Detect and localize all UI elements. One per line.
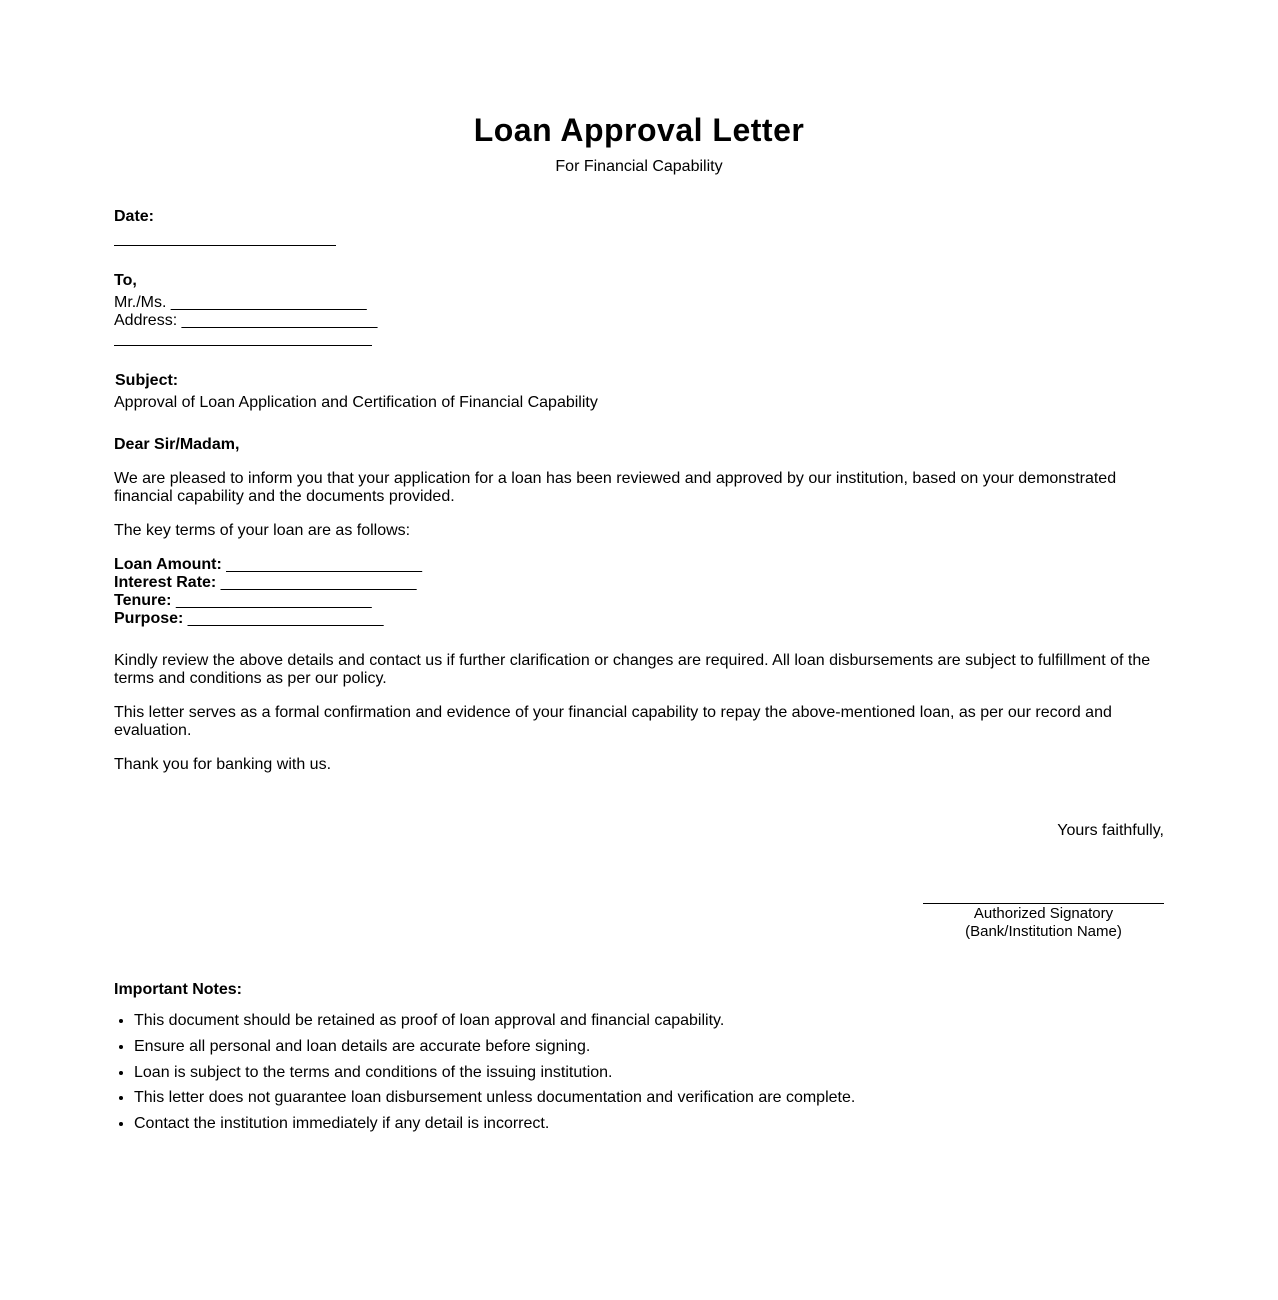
subject-text: Approval of Loan Application and Certification of Financial Capability — [114, 394, 598, 411]
signatory-title: Authorized Signatory — [973, 905, 1114, 922]
date-blank-line — [114, 245, 336, 246]
address-continuation-line — [114, 345, 372, 346]
valediction: Yours faithfully, — [1057, 822, 1164, 839]
term-tenure — [114, 592, 372, 610]
recipient-label: To, — [114, 272, 137, 289]
term-loan-amount — [114, 556, 422, 574]
subject-label: Subject: — [115, 372, 179, 389]
page-subtitle: For Financial Capability — [555, 158, 723, 175]
confirmation-paragraph: This letter serves as a formal confirmation and evidence of your financial capability to repay the above-mentioned loan, as per our record and evaluation. — [114, 704, 1112, 739]
recipient-address-line: Address: ______________________ — [114, 312, 378, 329]
note-item: • Contact the institution immediately if any detail is incorrect. — [134, 1114, 855, 1134]
term-blank: ______________________ — [175, 592, 372, 609]
term-label: Tenure: — [114, 592, 172, 609]
review-paragraph: Kindly review the above details and contact us if further clarification or changes are required. All loan disbursements are subject to fulfillment of the terms and conditions as per our policy. — [114, 652, 1151, 687]
term-purpose — [114, 610, 384, 628]
note-item: • Ensure all personal and loan details are accurate before signing. — [134, 1037, 855, 1057]
notes-heading: Important Notes: — [114, 981, 242, 998]
term-label: Interest Rate: — [114, 574, 217, 591]
notes-list — [114, 1011, 855, 1140]
approval-paragraph: We are pleased to inform you that your application for a loan has been reviewed and approved by our institution, based on your demonstrated financial capability and the documents provided. — [114, 470, 1117, 505]
institution-name-placeholder: (Bank/Institution Name) — [965, 923, 1122, 940]
term-blank: ______________________ — [226, 556, 423, 573]
signature-line — [923, 903, 1164, 904]
note-item: • This document should be retained as proof of loan approval and financial capability. — [134, 1011, 855, 1031]
salutation: Dear Sir/Madam, — [114, 436, 240, 453]
term-label: Loan Amount: — [114, 556, 222, 573]
term-blank: ______________________ — [220, 574, 417, 591]
page-title: Loan Approval Letter — [473, 112, 805, 148]
term-label: Purpose: — [114, 610, 184, 627]
term-blank: ______________________ — [187, 610, 384, 627]
term-interest-rate — [114, 574, 416, 592]
note-item: • This letter does not guarantee loan disbursement unless documentation and verification are complete. — [134, 1088, 855, 1108]
recipient-name-line: Mr./Ms. ______________________ — [114, 294, 367, 311]
note-item: • Loan is subject to the terms and conditions of the issuing institution. — [134, 1063, 855, 1083]
signature-block — [923, 905, 1164, 941]
terms-intro: The key terms of your loan are as follows: — [114, 522, 411, 539]
date-label: Date: — [114, 208, 155, 225]
thanks-line: Thank you for banking with us. — [114, 756, 332, 773]
